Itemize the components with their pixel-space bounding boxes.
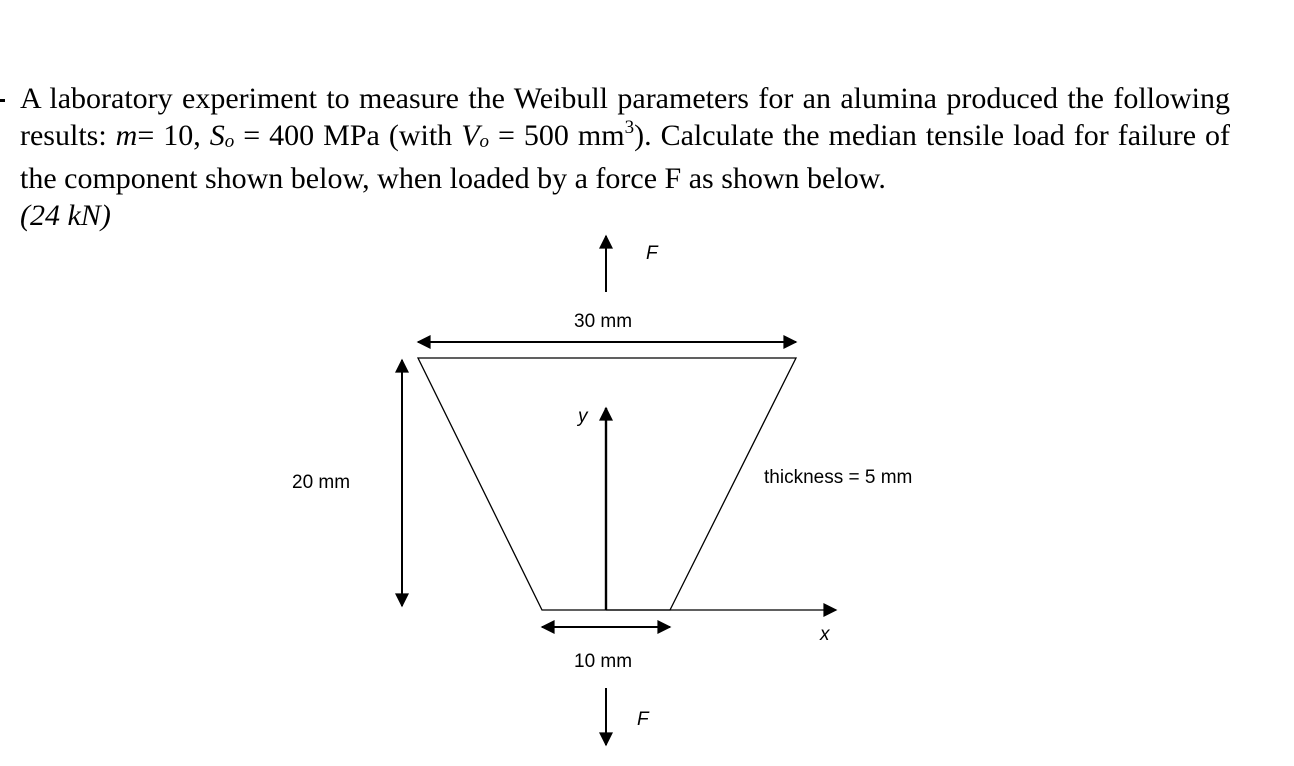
weibull-modulus-symbol: m [115,119,138,152]
reference-volume-exponent: 3 [624,117,635,138]
reference-volume-symbol: V [461,119,480,152]
reference-volume-subscript: o [479,131,490,152]
answer-text: (24 kN) [20,199,111,232]
problem-intro: A laboratory experiment to measure the Weibull parameters for an alumina produced the following results: [20,82,1230,152]
problem-tail: ). Calculate the median tensile load for failure of the component shown below, when loaded by a force F as shown below. [20,119,1231,195]
reference-strength-symbol: S [209,119,225,152]
reference-volume-value: = 500 mm [489,119,625,152]
thickness-label: thickness = 5 mm [764,467,913,488]
force-bottom-label: F [637,709,649,730]
force-top-label: F [646,243,658,264]
reference-strength-value: = 400 MPa (with [234,119,462,152]
height-label: 20 mm [292,472,351,493]
x-axis-label: x [820,624,830,645]
bottom-width-label: 10 mm [574,651,633,672]
top-width-label: 30 mm [574,311,633,332]
y-axis-label: y [578,406,588,427]
weibull-modulus-value: = 10, [137,119,210,152]
reference-strength-subscript: o [224,131,235,152]
